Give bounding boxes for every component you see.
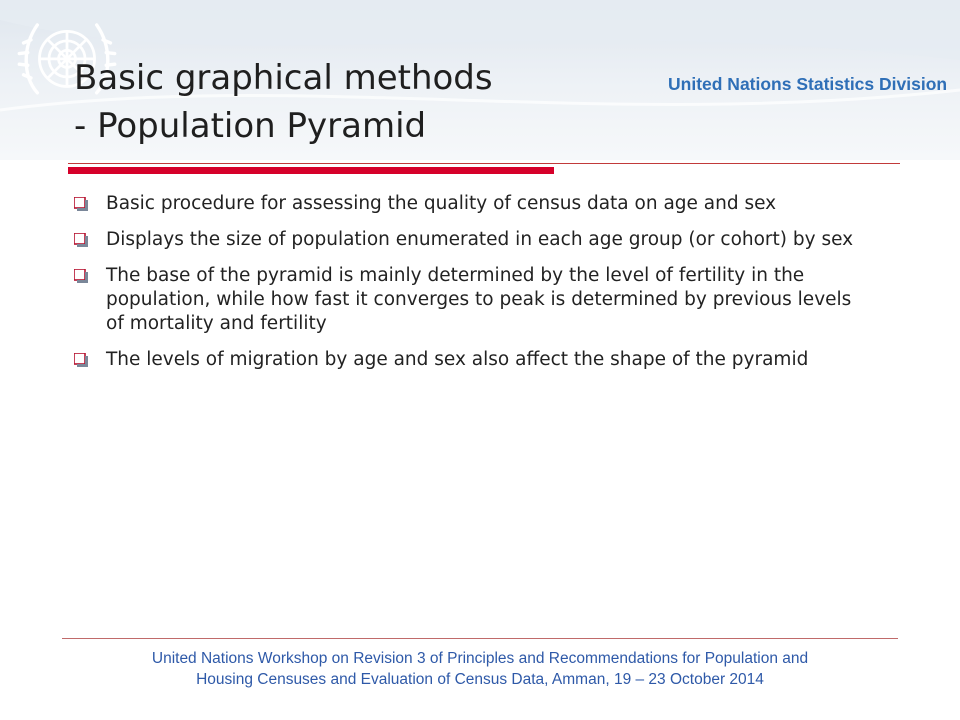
checkbox-bullet-icon <box>74 269 88 283</box>
checkbox-bullet-icon <box>74 233 88 247</box>
footer <box>60 648 900 690</box>
list-item <box>74 228 874 252</box>
footer-divider <box>62 638 898 639</box>
title-accent-bar <box>68 167 554 174</box>
slide-title-line-2: - Population Pyramid <box>74 106 427 146</box>
slide-title-line-1: Basic graphical methods <box>74 58 493 98</box>
slide-title <box>74 54 674 150</box>
title-underline <box>68 163 900 164</box>
list-item <box>74 264 874 336</box>
list-item <box>74 192 874 216</box>
bullet-text: The base of the pyramid is mainly determined by the level of fertility in the population, while how fast it converges to peak is determined by previous levels of mortality and fertility <box>106 265 852 334</box>
division-name: United Nations Statistics Division <box>668 74 948 94</box>
checkbox-bullet-icon <box>74 197 88 211</box>
footer-line-2: Housing Censuses and Evaluation of Census Data, Amman, 19 – 23 October 2014 <box>196 671 764 688</box>
bullet-text: Basic procedure for assessing the quality of census data on age and sex <box>106 193 777 214</box>
checkbox-bullet-icon <box>74 353 88 367</box>
bullet-list <box>74 192 874 384</box>
bullet-text: The levels of migration by age and sex also affect the shape of the pyramid <box>106 349 809 370</box>
list-item <box>74 348 874 372</box>
bullet-text: Displays the size of population enumerated in each age group (or cohort) by sex <box>106 229 854 250</box>
footer-line-1: United Nations Workshop on Revision 3 of Principles and Recommendations for Population and <box>151 650 809 667</box>
